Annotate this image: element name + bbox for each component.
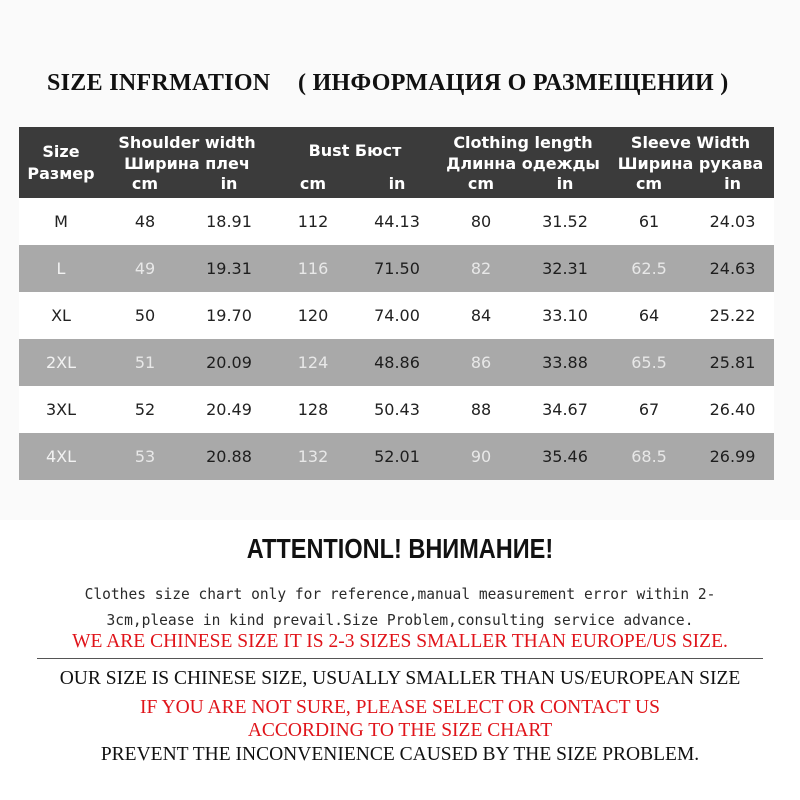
reference-note (31, 581, 768, 633)
table-cell: 25.22 (691, 292, 774, 339)
table-cell: 50 (103, 292, 187, 339)
table-cell: 116 (271, 245, 355, 292)
table-cell: 61 (607, 198, 691, 245)
table-cell: 124 (271, 339, 355, 386)
table-cell: 52.01 (355, 433, 439, 480)
table-row (19, 339, 774, 386)
chinese-size-warning: WE ARE CHINESE SIZE IT IS 2-3 SIZES SMALLER THAN EUROPE/US SIZE. (72, 631, 728, 652)
group-header-en: Sleeve Width (630, 133, 751, 152)
table-cell: 132 (271, 433, 355, 480)
note-line: 3cm,please in kind prevail.Size Problem,consulting service advance. (106, 611, 694, 629)
table-cell: 64 (607, 292, 691, 339)
size-header-en: Size (42, 141, 80, 161)
select-note-line: ACCORDING TO THE SIZE CHART (247, 720, 553, 741)
title-english: SIZE INFRMATION (47, 70, 271, 96)
unit-header: in (691, 174, 774, 198)
table-cell: 24.03 (691, 198, 774, 245)
attention-heading: ATTENTIONL! ВНИМАНИЕ! (246, 533, 554, 564)
size-header-ru: Размер (27, 163, 95, 183)
table-cell: 20.09 (187, 339, 271, 386)
table-cell: 32.31 (523, 245, 607, 292)
table-cell: 120 (271, 292, 355, 339)
table-cell: 20.49 (187, 386, 271, 433)
group-header-ru: Ширина рукава (617, 154, 764, 173)
table-cell: 53 (103, 433, 187, 480)
table-cell: 34.67 (523, 386, 607, 433)
table-cell: 19.70 (187, 292, 271, 339)
table-cell: 33.10 (523, 292, 607, 339)
table-cell: 18.91 (187, 198, 271, 245)
divider-line (37, 658, 763, 659)
table-row (19, 292, 774, 339)
unit-header: cm (439, 174, 523, 198)
table-cell: 48 (103, 198, 187, 245)
table-cell: 128 (271, 386, 355, 433)
unit-header: in (355, 174, 439, 198)
table-cell: 20.88 (187, 433, 271, 480)
size-cell: 4XL (19, 433, 103, 480)
table-cell: 90 (439, 433, 523, 480)
unit-header: in (187, 174, 271, 198)
group-header-en: Clothing length (453, 133, 593, 152)
table-cell: 31.52 (523, 198, 607, 245)
table-cell: 74.00 (355, 292, 439, 339)
size-cell: 2XL (19, 339, 103, 386)
sleeve-width-header (607, 127, 774, 174)
table-row (19, 386, 774, 433)
table-cell: 68.5 (607, 433, 691, 480)
select-note-line: IF YOU ARE NOT SURE, PLEASE SELECT OR CONTACT US (140, 697, 660, 718)
table-row (19, 198, 774, 245)
table-cell: 50.43 (355, 386, 439, 433)
table-cell: 33.88 (523, 339, 607, 386)
table-unit-row (19, 174, 774, 198)
title-russian: ( ИНФОРМАЦИЯ О РАЗМЕЩЕНИИ ) (298, 70, 729, 96)
table-cell: 25.81 (691, 339, 774, 386)
table-cell: 26.40 (691, 386, 774, 433)
size-chart-table (19, 127, 774, 480)
group-header-ru: Длинна одежды (446, 154, 600, 173)
clothing-length-header (439, 127, 607, 174)
size-cell: M (19, 198, 103, 245)
table-cell: 35.46 (523, 433, 607, 480)
shoulder-width-header (103, 127, 271, 174)
table-cell: 52 (103, 386, 187, 433)
table-cell: 19.31 (187, 245, 271, 292)
size-cell: L (19, 245, 103, 292)
table-cell: 88 (439, 386, 523, 433)
prevent-note: PREVENT THE INCONVENIENCE CAUSED BY THE SIZE PROBLEM. (100, 744, 700, 765)
table-row (19, 433, 774, 480)
unit-header: cm (103, 174, 187, 198)
unit-header: cm (271, 174, 355, 198)
table-cell: 49 (103, 245, 187, 292)
unit-header: in (523, 174, 607, 198)
size-cell: XL (19, 292, 103, 339)
page-title (0, 68, 800, 104)
table-cell: 24.63 (691, 245, 774, 292)
table-cell: 62.5 (607, 245, 691, 292)
table-cell: 48.86 (355, 339, 439, 386)
size-column-header (19, 127, 103, 198)
table-cell: 84 (439, 292, 523, 339)
table-cell: 44.13 (355, 198, 439, 245)
table-cell: 71.50 (355, 245, 439, 292)
table-cell: 86 (439, 339, 523, 386)
table-cell: 80 (439, 198, 523, 245)
table-cell: 67 (607, 386, 691, 433)
table-cell: 26.99 (691, 433, 774, 480)
chinese-size-note: OUR SIZE IS CHINESE SIZE, USUALLY SMALLER THAN US/EUROPEAN SIZE (59, 668, 741, 689)
table-cell: 65.5 (607, 339, 691, 386)
table-header-row (19, 127, 774, 174)
table-cell: 112 (271, 198, 355, 245)
group-header-ru: Ширина плеч (124, 154, 250, 173)
select-size-note (0, 696, 800, 742)
note-line: Clothes size chart only for reference,manual measurement error within 2- (84, 585, 716, 603)
table-cell: 82 (439, 245, 523, 292)
unit-header: cm (607, 174, 691, 198)
table-cell: 51 (103, 339, 187, 386)
group-header-en: Bust Бюст (308, 141, 402, 160)
size-cell: 3XL (19, 386, 103, 433)
group-header-en: Shoulder width (118, 133, 256, 152)
table-row (19, 245, 774, 292)
bust-header (271, 127, 439, 174)
